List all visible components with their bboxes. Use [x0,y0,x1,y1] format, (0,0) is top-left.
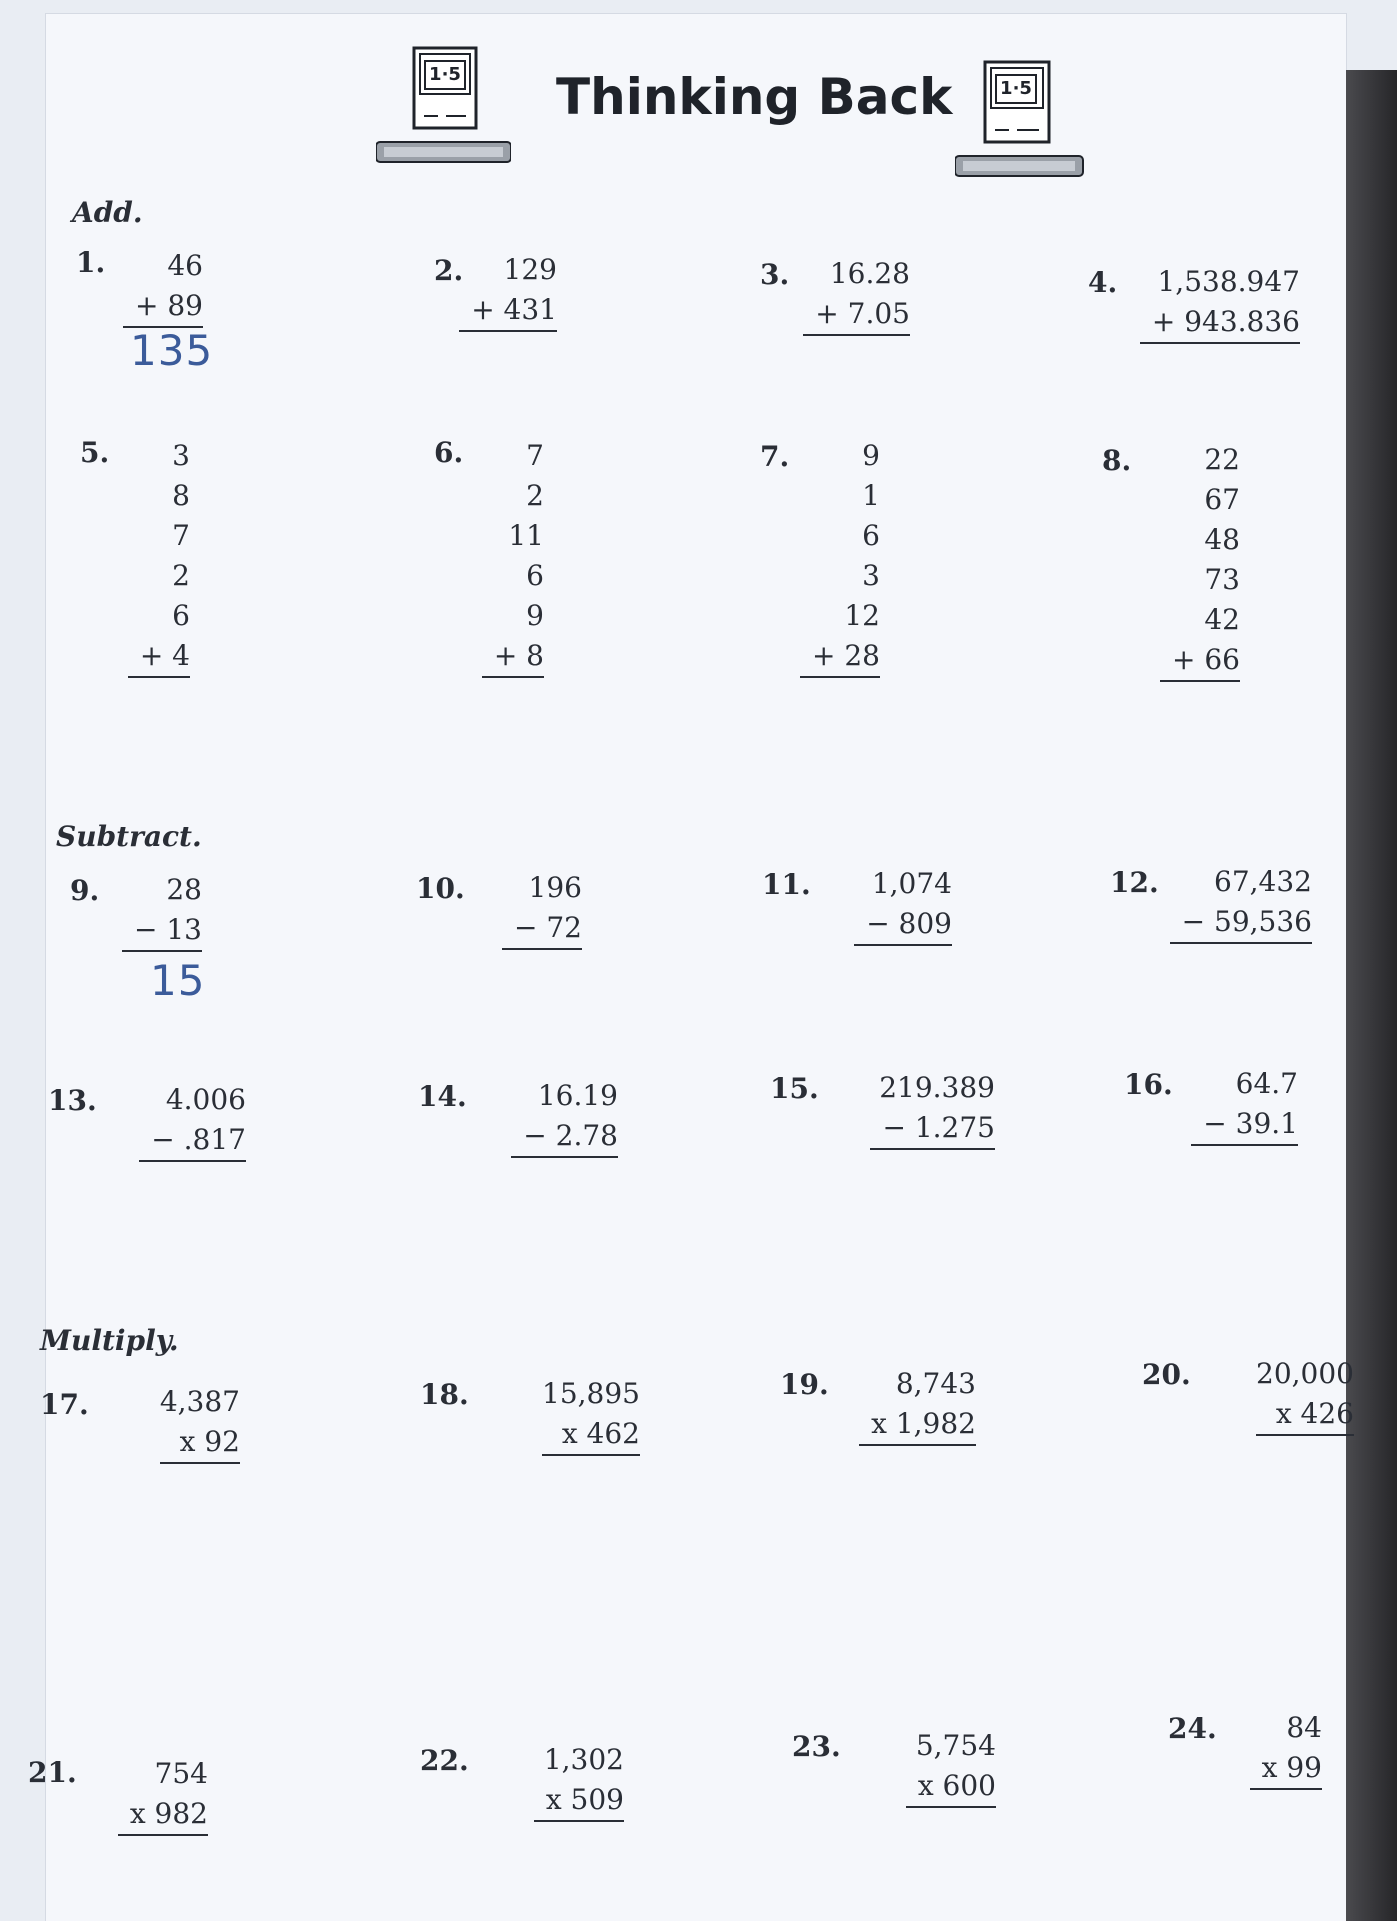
operand-with-operator: − 809 [854,904,952,946]
operand-with-operator: x 982 [118,1794,208,1836]
operand: 129 [503,253,557,286]
operand: 84 [1286,1711,1322,1744]
operand-with-operator: + 431 [459,290,557,332]
operand: 8,743 [895,1367,976,1400]
operand-with-operator: − 59,536 [1170,902,1312,944]
operand: 42 [1204,603,1240,636]
page-title: Thinking Back [556,68,953,126]
problem-number: 12. [1110,866,1159,899]
operand: 6 [172,599,190,632]
problem-operands [482,436,544,678]
operand: 1 [862,479,880,512]
operand: 15,895 [542,1377,640,1410]
operand: 73 [1204,563,1240,596]
problem-number: 19. [780,1368,829,1401]
problem-number: 7. [760,440,790,473]
problem-operands [459,250,557,332]
operand-with-operator: x 509 [534,1780,624,1822]
operand: 67,432 [1214,865,1312,898]
problem-number: 8. [1102,444,1132,477]
computer-icon-right [955,58,1085,183]
problem-operands [128,436,190,678]
operand: 1,302 [543,1743,624,1776]
operand: 11 [508,519,544,552]
operand: 12 [844,599,880,632]
operand-with-operator: + 7.05 [803,294,910,336]
problem-operands [854,864,952,946]
problem-operands [1256,1354,1354,1436]
problem-operands [160,1382,240,1464]
problem-number: 24. [1168,1712,1217,1745]
problem-operands [1160,440,1240,682]
operand: 219.389 [879,1071,995,1104]
operand: 9 [862,439,880,472]
problem-number: 17. [40,1388,89,1421]
problem-number: 18. [420,1378,469,1411]
problem-number: 13. [48,1084,97,1117]
operand-with-operator: + 66 [1160,640,1240,682]
operand-with-operator: + 28 [800,636,880,678]
operand-with-operator: x 600 [906,1766,996,1808]
operand-with-operator: x 426 [1256,1394,1354,1436]
operand-with-operator: + 89 [123,286,203,328]
problem-operands [502,868,582,950]
operand-with-operator: x 99 [1250,1748,1322,1790]
problem-number: 1. [76,246,106,279]
operand-with-operator: − 2.78 [511,1116,618,1158]
computer-icon-left [376,44,511,169]
problem-number: 11. [762,868,811,901]
problem-operands [803,254,910,336]
operand-with-operator: x 92 [160,1422,240,1464]
problem-number: 4. [1088,266,1118,299]
operand: 7 [526,439,544,472]
problem-number: 14. [418,1080,467,1113]
operand: 754 [154,1757,208,1790]
operand-with-operator: + 8 [482,636,544,678]
operand: 16.19 [537,1079,618,1112]
section-add-heading: Add. [72,196,143,229]
operand: 4.006 [165,1083,246,1116]
problem-number: 10. [416,872,465,905]
problem-number: 16. [1124,1068,1173,1101]
problem-operands [118,1754,208,1836]
operand: 4,387 [159,1385,240,1418]
problem-operands [1140,262,1300,344]
operand-with-operator: − 1.275 [870,1108,995,1150]
operand-with-operator: x 1,982 [859,1404,976,1446]
problem-operands [122,870,202,952]
operand: 6 [862,519,880,552]
operand: 5,754 [915,1729,996,1762]
operand: 22 [1204,443,1240,476]
problem-number: 21. [28,1756,77,1789]
operand-with-operator: − 72 [502,908,582,950]
problem-operands [511,1076,618,1158]
operand: 46 [167,249,203,282]
problem-operands [1250,1708,1322,1790]
operand-with-operator: + 943.836 [1140,302,1300,344]
operand: 2 [526,479,544,512]
problem-operands [859,1364,976,1446]
operand-with-operator: − .817 [139,1120,246,1162]
operand: 7 [172,519,190,552]
operand: 16.28 [829,257,910,290]
operand-with-operator: x 462 [542,1414,640,1456]
operand-with-operator: − 13 [122,910,202,952]
operand: 8 [172,479,190,512]
section-subtract-heading: Subtract. [56,820,202,853]
problem-number: 3. [760,258,790,291]
problem-number: 15. [770,1072,819,1105]
problem-number: 23. [792,1730,841,1763]
problem-operands [123,246,203,328]
operand: 48 [1204,523,1240,556]
problem-number: 9. [70,874,100,907]
page-edge-shadow [1346,70,1397,1921]
problem-operands [542,1374,640,1456]
section-multiply-heading: Multiply. [40,1324,179,1357]
problem-operands [800,436,880,678]
lesson-badge-right: 1·5 [995,74,1037,104]
problem-operands [906,1726,996,1808]
problem-number: 5. [80,436,110,469]
operand: 64.7 [1235,1067,1298,1100]
problem-operands [534,1740,624,1822]
handwritten-answer: 135 [130,326,214,375]
operand: 28 [166,873,202,906]
problem-number: 6. [434,436,464,469]
operand: 6 [526,559,544,592]
problem-number: 2. [434,254,464,287]
operand: 67 [1204,483,1240,516]
problem-operands [139,1080,246,1162]
problem-operands [1191,1064,1298,1146]
operand: 3 [172,439,190,472]
operand: 20,000 [1256,1357,1354,1390]
operand-with-operator: + 4 [128,636,190,678]
operand: 1,074 [871,867,952,900]
handwritten-answer: 15 [150,956,206,1005]
operand: 3 [862,559,880,592]
problem-operands [1170,862,1312,944]
problem-operands [870,1068,995,1150]
operand-with-operator: − 39.1 [1191,1104,1298,1146]
problem-number: 22. [420,1744,469,1777]
operand: 1,538.947 [1157,265,1300,298]
operand: 196 [528,871,582,904]
problem-number: 20. [1142,1358,1191,1391]
operand: 2 [172,559,190,592]
lesson-badge-left: 1·5 [424,60,466,90]
operand: 9 [526,599,544,632]
